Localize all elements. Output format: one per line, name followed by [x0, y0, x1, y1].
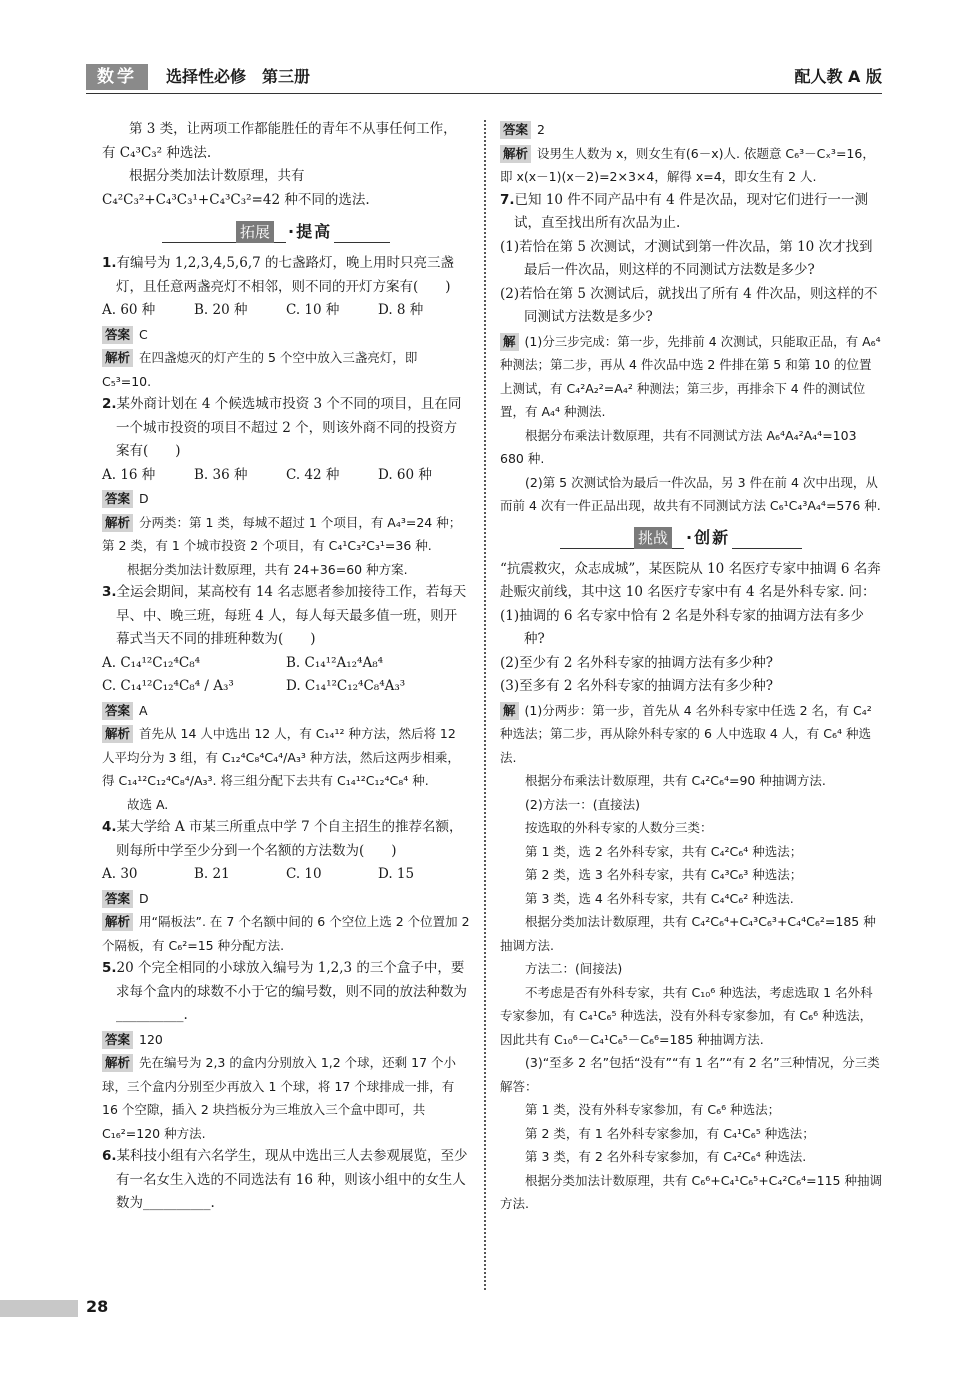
question-1	[102, 252, 470, 393]
question-4	[102, 816, 470, 957]
left-column	[102, 118, 470, 1216]
analysis-text: 首先从 14 人中选出 12 人，有 C₁₄¹² 种方法，然后将 12 人平均分为 3 组，有 C₁₂⁴C₈⁴C₄⁴/A₃³ 种方法，然后这两步相乘，得 C₁₄¹²C₁₂⁴C₈⁴/A₃³. 将三组分配下去共有 C₁₄¹²C₁₂⁴C₈⁴ 种.	[102, 726, 460, 788]
solution-text: 方法二：(间接法)	[525, 961, 623, 976]
question-text: 20 个完全相同的小球放入编号为 1,2,3 的三个盒子中，要求每个盒内的球数不小于它的编号数，则不同的放法种数为__________.	[116, 960, 467, 1023]
option: C. 10	[286, 866, 322, 882]
solution-text: 第 2 类，选 3 名外科专家，共有 C₄³C₆³ 种选法；	[525, 867, 803, 882]
section-heading-extension	[102, 216, 470, 250]
solution-text: 第 1 类，选 2 名外科专家，共有 C₄²C₆⁴ 种选法；	[525, 843, 803, 859]
answer-value: 2	[537, 122, 545, 137]
section-rule	[560, 548, 802, 549]
solution-text: 第 3 类，选 4 名外科专家，共有 C₄⁴C₆² 种选法.	[525, 890, 794, 906]
question-part: (1)若恰在第 5 次测试，才测试到第一件次品，第 10 次才找到最后一件次品，则这样的不同测试方法数是多少?	[500, 238, 873, 278]
intro-line: 第 3 类，让两项工作都能胜任的青年不从事任何工作，有 C₄³C₃² 种选法.	[102, 121, 457, 161]
edition-label: 配人教 A 版	[794, 67, 882, 86]
answer-value: A	[139, 702, 148, 718]
option: D. 60 种	[378, 466, 432, 483]
option: C. 42 种	[286, 466, 340, 483]
question-text: 全运会期间，某高校有 14 名志愿者参加接待工作，若每天早、中、晚三班，每班 4 人，每人每天最多值一班，则开幕式当天不同的排班种数为( )	[116, 584, 467, 647]
solution-text: 第 1 类，没有外科专家参加，有 C₆⁶ 种选法；	[525, 1102, 781, 1117]
question-text: 某科技小组有六名学生，现从中选出三人去参观展览，至少有一名女生入选的不同选法有 16 种，则该小组中的女生人数为__________.	[116, 1148, 468, 1211]
question-part: (3)至多有 2 名外科专家的抽调方法有多少种?	[500, 678, 774, 694]
analysis-text: 故选 A.	[127, 796, 169, 812]
option: A. C₁₄¹²C₁₂⁴C₈⁴	[102, 654, 201, 671]
option: D. 8 种	[378, 302, 424, 318]
question-number: 2.	[102, 396, 117, 412]
right-column	[500, 118, 882, 1216]
challenge-question	[500, 558, 882, 1216]
question-2	[102, 393, 470, 581]
answer-tag: 答案	[102, 702, 133, 720]
intro-line: 根据分类加法计数原理，共有 C₄²C₃²+C₄³C₃¹+C₄³C₃²=42 种不同的选法.	[102, 168, 370, 208]
section-heading-challenge	[500, 522, 882, 556]
question-number: 5.	[102, 960, 117, 976]
option: A. 60 种	[102, 302, 156, 318]
analysis-tag: 解析	[102, 1054, 133, 1072]
question-3	[102, 581, 470, 816]
solution-tag: 解	[500, 702, 519, 720]
analysis-text: 用“隔板法”. 在 7 个名额中间的 6 个空位上选 2 个位置加 2 个隔板，有 C₆²=15 种分配方法.	[102, 914, 470, 953]
question-text: 某大学给 A 市某三所重点中学 7 个自主招生的推荐名额，则每所中学至少分到一个名额的方法数为( )	[116, 819, 463, 859]
analysis-text: 分两类：第 1 类，每城不超过 1 个项目，有 A₄³=24 种；第 2 类，有 1 个城市投资 2 个项目，有 C₄¹C₃²C₃¹=36 种.	[102, 514, 462, 553]
analysis-text: 先在编号为 2,3 的盒内分别放入 1,2 个球，还剩 17 个小球，三个盒内分别至少再放入 1 个球，将 17 个球排成一排，有 16 个空隙，插入 2 块挡板分为三堆放入三个盒中即可，共 C₁₆²=120 种方法.	[102, 1055, 457, 1141]
question-part: (2)若恰在第 5 次测试后，就找出了所有 4 件次品，则这样的不同测试方法数是多少?	[500, 285, 878, 325]
question-text: 某外商计划在 4 个候选城市投资 3 个不同的项目，且在同一个城市投资的项目不超过 2 个，则该外商不同的投资方案有( )	[116, 396, 462, 459]
question-text: 已知 10 件不同产品中有 4 件是次品，现对它们进行一一测试，直至找出所有次品为止.	[514, 191, 868, 231]
book-title: 选择性必修 第三册	[166, 67, 311, 86]
question-number: 7.	[500, 191, 515, 208]
answer-value: 120	[139, 1031, 163, 1047]
answer-tag: 答案	[102, 490, 133, 508]
option: B. 21	[194, 866, 230, 882]
question-text: “抗震救灾，众志成城”，某医院从 10 名医疗专家中抽调 6 名奔赴赈灾前线，其中这 10 名医疗专家中有 4 名是外科专家. 问：	[500, 560, 881, 600]
option: D. C₁₄¹²C₁₂⁴C₈⁴A₃³	[286, 678, 406, 694]
option: B. 36 种	[194, 466, 248, 483]
solution-text: 第 3 类，有 2 名外科专家参加，有 C₄²C₆⁴ 种选法.	[525, 1149, 807, 1164]
solution-text: 按选取的外科专家的人数分三类：	[525, 820, 713, 835]
analysis-tag: 解析	[102, 913, 133, 931]
answer-tag: 答案	[500, 121, 531, 139]
solution-text: (2)第 5 次测试恰为最后一件次品，另 3 件在前 4 次中出现，从而前 4 次有一件正品出现，故共有不同测试方法 C₆¹C₄³A₄⁴=576 种.	[500, 474, 881, 513]
analysis-tag: 解析	[500, 145, 531, 163]
solution-text: 根据分类加法计数原理，共有 C₆⁶+C₄¹C₆⁵+C₄²C₆⁴=115 种抽调方法.	[500, 1172, 882, 1211]
section-box: 拓展	[236, 221, 274, 243]
option: B. 20 种	[194, 302, 248, 318]
page-number-bar	[0, 1300, 78, 1317]
answer-value: D	[139, 890, 149, 906]
page-number: 28	[86, 1297, 109, 1316]
solution-text: 根据分类加法计数原理，共有 C₄²C₆⁴+C₄³C₆³+C₄⁴C₆²=185 种抽调方法.	[500, 914, 876, 953]
answer-tag: 答案	[102, 890, 133, 908]
option: A. 16 种	[102, 466, 156, 483]
analysis-text: 根据分类加法计数原理，共有 24+36=60 种方案.	[127, 561, 408, 577]
option: C. C₁₄¹²C₁₂⁴C₈⁴ / A₃³	[102, 678, 234, 694]
answer-tag: 答案	[102, 1031, 133, 1049]
subject-badge: 数学	[86, 64, 148, 90]
analysis-text: 在四盏熄灭的灯产生的 5 个空中放入三盏亮灯，即 C₅³=10.	[102, 350, 418, 389]
option: C. 10 种	[286, 302, 340, 318]
question-6	[102, 1145, 470, 1216]
question-text: 有编号为 1,2,3,4,5,6,7 的七盏路灯，晚上用时只亮三盏灯，且任意两盏亮灯不相邻，则不同的开灯方案有( )	[116, 255, 454, 295]
solution-text: 根据分布乘法计数原理，共有不同测试方法 A₆⁴A₄²A₄⁴=103 680 种.	[500, 427, 857, 466]
solution-text: 根据分布乘法计数原理，共有 C₄²C₆⁴=90 种抽调方法.	[525, 773, 826, 788]
answer-tag: 答案	[102, 326, 133, 344]
question-number: 1.	[102, 255, 117, 271]
option: D. 15	[378, 866, 415, 882]
analysis-tag: 解析	[102, 349, 133, 367]
solution-text: (2)方法一：(直接法)	[525, 796, 640, 812]
solution-text: 第 2 类，有 1 名外科专家参加，有 C₄¹C₆⁵ 种选法；	[525, 1125, 815, 1141]
solution-text: (1)分三步完成：第一步，先排前 4 次测试，只能取正品，有 A₆⁴ 种测法；第二步，再从 4 件次品中选 2 件排在第 5 和第 10 的位置上测试，有 C₄²A₂²=A₄² 种测法；第三步，再排余下 4 件的测试位置，有 A₄⁴ 种测法.	[500, 333, 881, 419]
column-divider	[484, 120, 486, 1290]
analysis-text: 设男生人数为 x，则女生有(6－x)人. 依题意 C₆³－Cₓ³=16，即 x(x－1)(x－2)=2×3×4，解得 x=4，即女生有 2 人.	[500, 145, 875, 184]
section-text: ·提高	[288, 222, 333, 241]
question-5	[102, 957, 470, 1145]
page-header	[86, 62, 882, 94]
analysis-tag: 解析	[102, 725, 133, 743]
solution-text: (3)“至多 2 名”包括“没有”“有 1 名”“有 2 名”三种情况，分三类解答：	[500, 1055, 880, 1094]
question-number: 6.	[102, 1148, 117, 1164]
question-7	[500, 189, 882, 518]
solution-text: (1)分两步：第一步，首先从 4 名外科专家中任选 2 名，有 C₄² 种选法；第二步，再从除外科专家的 6 人中选取 4 人，有 C₆⁴ 种选法.	[500, 702, 872, 765]
section-box: 挑战	[634, 527, 672, 549]
question-part: (1)抽调的 6 名专家中恰有 2 名是外科专家的抽调方法有多少种?	[500, 607, 864, 647]
answer-value: D	[139, 491, 149, 506]
solution-tag: 解	[500, 333, 519, 351]
analysis-tag: 解析	[102, 514, 133, 532]
section-text: ·创新	[686, 527, 731, 547]
question-part: (2)至少有 2 名外科专家的抽调方法有多少种?	[500, 654, 774, 671]
option: A. 30	[102, 866, 138, 882]
section-rule	[162, 242, 390, 243]
option: B. C₁₄¹²A₁₂⁴A₈⁴	[286, 654, 384, 671]
solution-text: 不考虑是否有外科专家，共有 C₁₀⁶ 种选法，考虑选取 1 名外科专家参加，有 C₄¹C₆⁵ 种选法，没有外科专家参加，有 C₆⁶ 种选法，因此共有 C₁₀⁶－C₄¹C₆⁵－C₆⁶=185 种抽调方法.	[500, 984, 873, 1047]
answer-value: C	[139, 326, 148, 342]
question-number: 4.	[102, 819, 117, 835]
question-number: 3.	[102, 584, 117, 600]
